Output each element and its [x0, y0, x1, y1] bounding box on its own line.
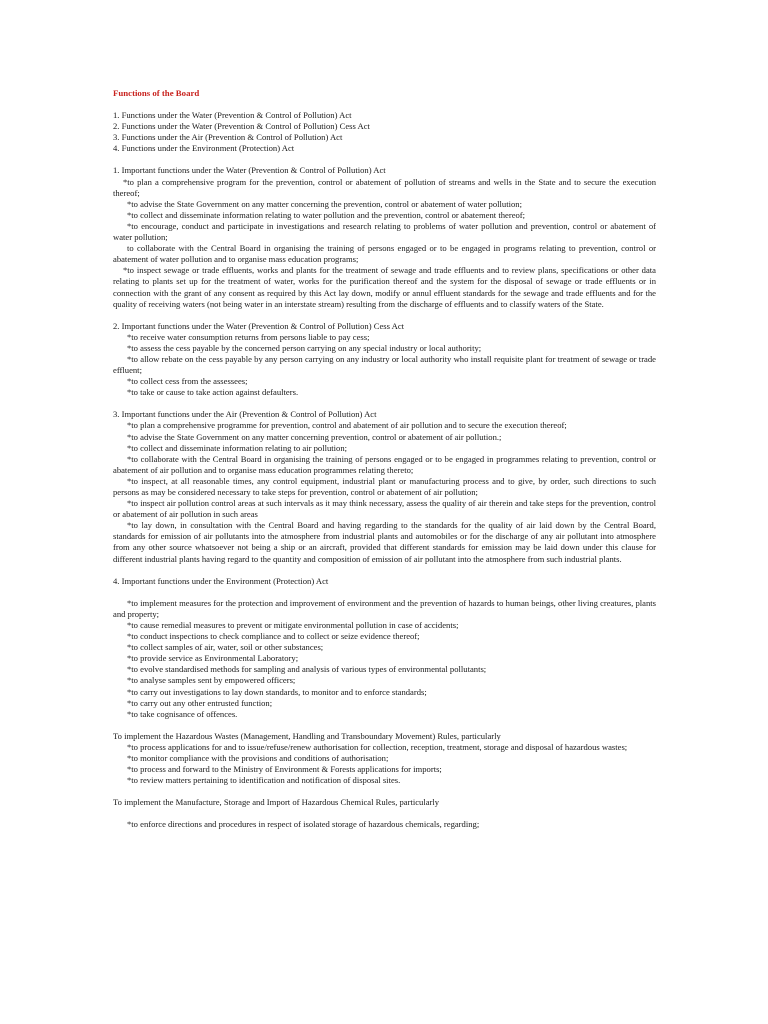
function-item: *to plan a comprehensive programme for prevention, control and abatement of air pollution and to secure the execution thereof;	[127, 420, 567, 431]
function-item: *to process applications for and to issue/refuse/renew authorisation for collection, reception, treatment, storage and disposal of hazardous wastes;	[127, 741, 628, 752]
section-cess-act	[113, 321, 656, 399]
function-item: *to inspect air pollution control areas at such intervals as it may think necessary, assess the quality of air therein and take steps for the prevention, control or abatement of air pollution in such areas	[113, 498, 656, 520]
toc-item: 3. Functions under the Air (Prevention & Control of Pollution) Act	[113, 132, 343, 143]
function-item: *to conduct inspections to check compliance and to collect or seize evidence thereof;	[127, 631, 420, 642]
section-heading: 1. Important functions under the Water (Prevention & Control of Pollution) Act	[113, 165, 386, 176]
function-item: *to advise the State Government on any matter concerning prevention, control or abatement of air pollution.;	[127, 431, 502, 442]
function-item: *to collect cess from the assessees;	[127, 376, 248, 387]
function-item: *to monitor compliance with the provisions and conditions of authorisation;	[127, 752, 389, 763]
function-item: *to evolve standardised methods for sampling and analysis of various types of environmental pollutants;	[127, 664, 487, 675]
section-heading: 4. Important functions under the Environment (Protection) Act	[113, 575, 329, 586]
function-item: *to plan a comprehensive program for the prevention, control or abatement of pollution of streams and wells in the State and to secure the execution thereof;	[113, 176, 656, 198]
function-item: *to allow rebate on the cess payable by any person carrying on any industry or local authority who install requisite plant for treatment of sewage or trade effluent;	[113, 353, 656, 376]
document-title: Functions of the Board	[113, 88, 200, 98]
function-item: *to enforce directions and procedures in respect of isolated storage of hazardous chemicals, regarding;	[127, 819, 480, 830]
function-item: *to inspect sewage or trade effluents, works and plants for the treatment of sewage and trade effluents and to review plans, specifications or other data relating to plants set up for the treatment of water, works for the purification thereof and the system for the disposal of sewage or trade effluents or in connection with the grant of any consent as required by this Act lay down, modify or annul effluent standards for the sewage and trade effluents and for the quality of receiving waters (not being water in an interstate stream) resulting from the discharge of effluents and to classify waters of the State.	[113, 265, 656, 309]
function-item: *to carry out investigations to lay down standards, to monitor and to enforce standards;	[127, 686, 427, 697]
document-page	[113, 88, 656, 830]
toc-item: 1. Functions under the Water (Prevention & Control of Pollution) Act	[113, 110, 352, 121]
table-of-contents	[113, 110, 656, 154]
function-item: *to analyse samples sent by empowered officers;	[127, 675, 296, 686]
function-item: *to lay down, in consultation with the Central Board and having regarding to the standards for the quality of air laid down by the Central Board, standards for emission of air pollutants into the atmosphere from industrial plants and automobiles or for the discharge of any air pollutant into atmosphere from any other source whatsoever not being a ship or an aircraft, provided that different standards for emission may be laid down under this clause for different industrial plants having regard to the quantity and composition of emission of air pollutant into the atmosphere from such industrial plants.	[113, 520, 656, 564]
toc-item: 2. Functions under the Water (Prevention & Control of Pollution) Cess Act	[113, 121, 370, 132]
function-item: *to receive water consumption returns from persons liable to pay cess;	[127, 331, 370, 342]
function-item: to collaborate with the Central Board in organising the training of persons engaged or to be engaged in programs relating to prevention, control or abatement of water pollution and to organise mass education programs;	[113, 243, 656, 265]
section-heading: 3. Important functions under the Air (Prevention & Control of Pollution) Act	[113, 409, 377, 420]
function-item: *to carry out any other entrusted function;	[127, 697, 273, 708]
function-item: *to inspect, at all reasonable times, any control equipment, industrial plant or manufacturing process and to give, by order, such directions to such persons as may be considered necessary to take steps for prevention, control or abatement of air pollution;	[113, 475, 656, 497]
toc-item: 4. Functions under the Environment (Protection) Act	[113, 143, 295, 154]
section-heading: 2. Important functions under the Water (Prevention & Control of Pollution) Cess Act	[113, 320, 405, 331]
function-item: *to review matters pertaining to identification and notification of disposal sites.	[127, 775, 401, 786]
function-item: *to implement measures for the protection and improvement of environment and the prevention of hazards to human beings, other living creatures, plants and property;	[113, 597, 656, 619]
section-hazardous-chemical-rules	[113, 797, 656, 830]
function-item: *to process and forward to the Ministry of Environment & Forests applications for imports;	[127, 764, 442, 775]
section-environment-act	[113, 576, 656, 720]
section-heading: To implement the Manufacture, Storage and Import of Hazardous Chemical Rules, particularly	[113, 797, 440, 808]
function-item: *to collect samples of air, water, soil or other substances;	[127, 642, 324, 653]
function-item: *to advise the State Government on any matter concerning the prevention, control or abatement of water pollution;	[127, 198, 522, 209]
function-item: *to encourage, conduct and participate in investigations and research relating to problems of water pollution and prevention, control or abatement of water pollution;	[113, 220, 656, 243]
function-item: *to collect and disseminate information relating to water pollution and the prevention, control or abatement thereof;	[127, 209, 526, 220]
section-air-act	[113, 409, 656, 564]
section-heading: To implement the Hazardous Wastes (Management, Handling and Transboundary Movement) Rules, particularly	[113, 730, 501, 741]
function-item: *to cause remedial measures to prevent or mitigate environmental pollution in case of accidents;	[127, 619, 459, 630]
function-item: *to collect and disseminate information relating to air pollution;	[127, 442, 348, 453]
function-item: *to take or cause to take action against defaulters.	[127, 387, 299, 398]
function-item: *to assess the cess payable by the concerned person carrying on any special industry or local authority;	[127, 342, 482, 353]
function-item: *to take cognisance of offences.	[127, 708, 238, 719]
section-hazardous-wastes-rules	[113, 731, 656, 786]
function-item: *to collaborate with the Central Board in organising the training of persons engaged or to be engaged in programmes relating to prevention, control or abatement of air pollution and to organise mass education programmes relating thereto;	[113, 453, 656, 475]
function-item: *to provide service as Environmental Laboratory;	[127, 653, 299, 664]
section-water-act	[113, 165, 656, 309]
